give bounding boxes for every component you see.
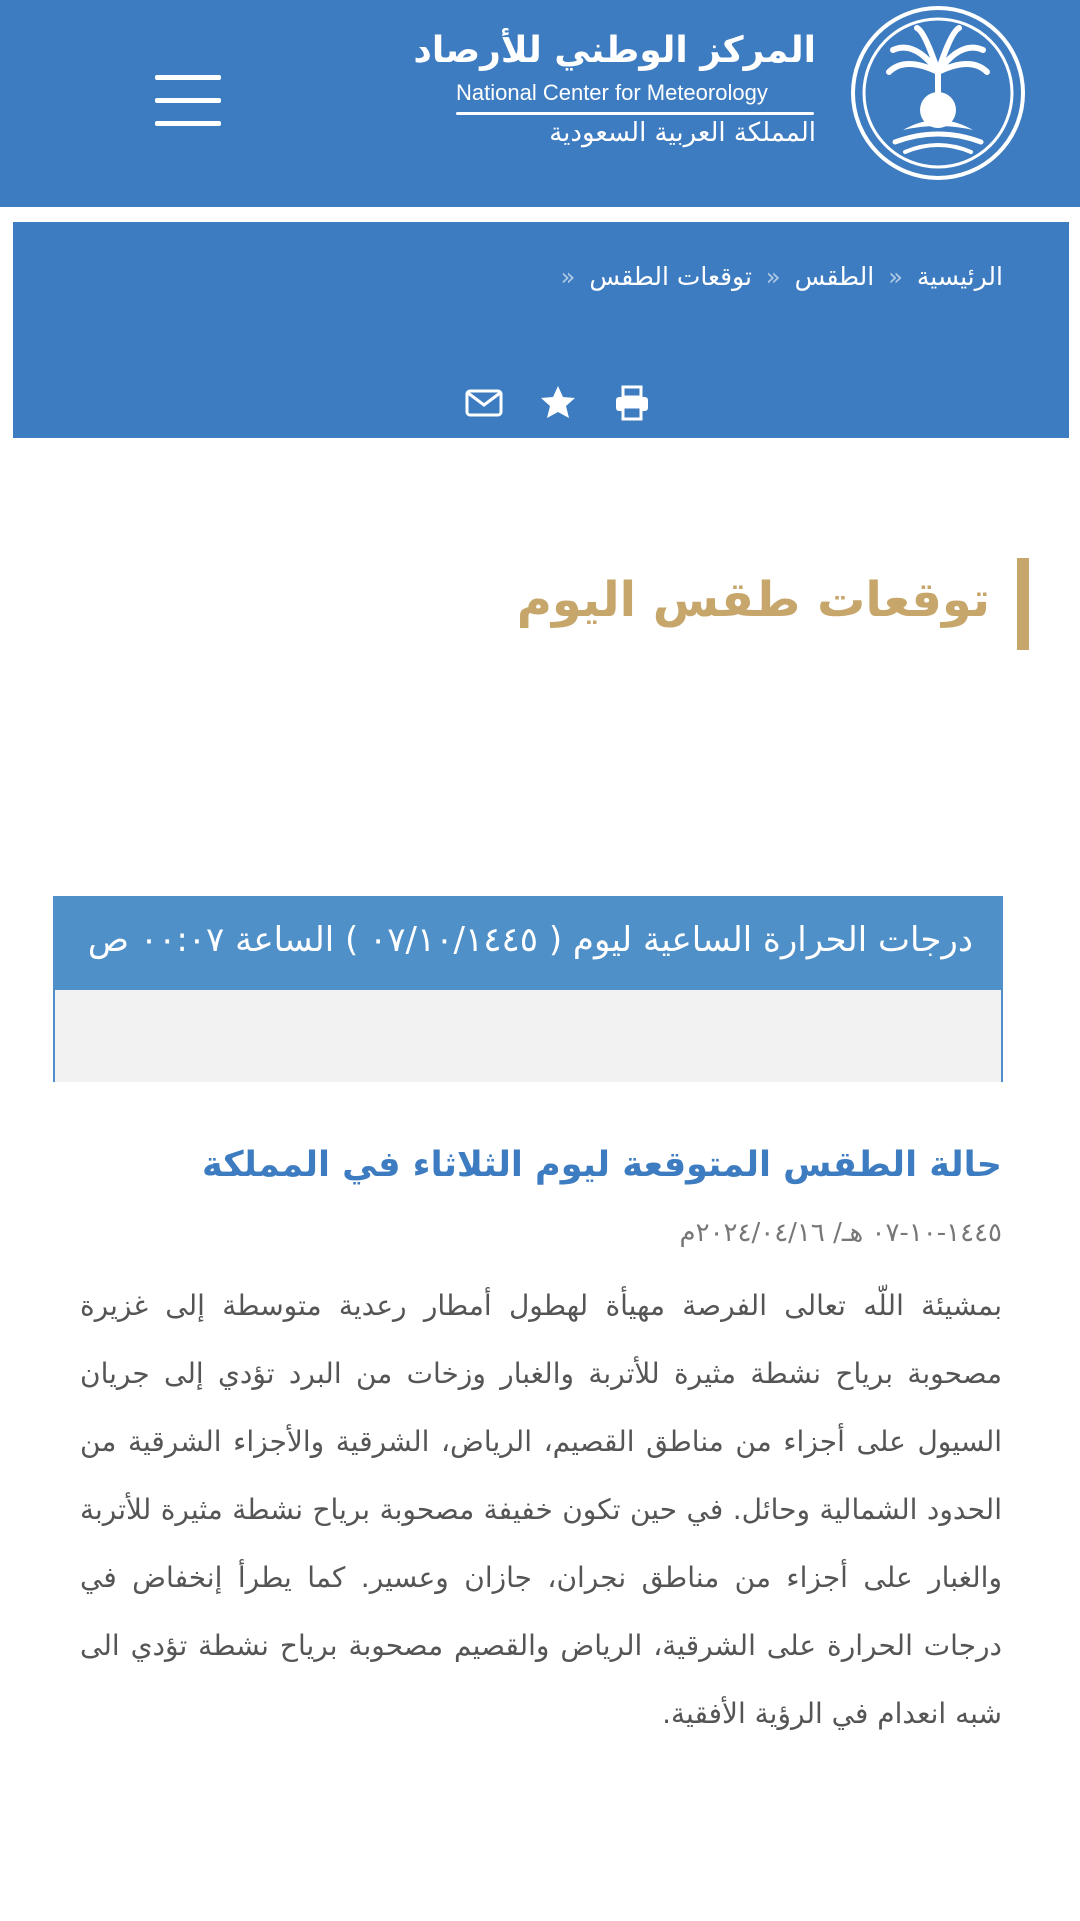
menu-line bbox=[155, 98, 221, 103]
title-accent-bar bbox=[1017, 558, 1029, 650]
brand-name-arabic: المركز الوطني للأرصاد bbox=[413, 30, 816, 71]
email-button[interactable] bbox=[463, 382, 505, 424]
breadcrumb-separator-icon: » bbox=[560, 262, 576, 291]
breadcrumb-separator-icon: » bbox=[765, 262, 781, 291]
article-title[interactable]: حالة الطقس المتوقعة ليوم الثلاثاء في المملكة bbox=[202, 1145, 1002, 1185]
breadcrumb-panel bbox=[13, 222, 1069, 438]
hourly-temperature-heading[interactable]: درجات الحرارة الساعية ليوم ( ٠٧/١٠/١٤٤٥ ) الساعة ٠٠:٠٧ ص bbox=[55, 898, 1001, 990]
star-icon bbox=[538, 383, 578, 423]
breadcrumb-separator-icon: » bbox=[888, 262, 903, 291]
favorite-button[interactable] bbox=[537, 382, 579, 424]
breadcrumb-weather[interactable]: الطقس bbox=[794, 262, 875, 291]
site-header bbox=[0, 0, 1080, 207]
ncm-logo[interactable] bbox=[851, 6, 1025, 180]
menu-line bbox=[155, 75, 221, 80]
print-button[interactable] bbox=[611, 382, 653, 424]
brand-divider bbox=[456, 112, 814, 115]
palm-sun-crest-icon bbox=[855, 10, 1021, 176]
hourly-temperature-panel bbox=[53, 896, 1003, 1082]
brand-country: المملكة العربية السعودية bbox=[549, 118, 816, 148]
page-title: توقعات طقس اليوم bbox=[516, 572, 990, 628]
article-body: بمشيئة اللّه تعالى الفرصة مهيأة لهطول أمطار رعدية متوسطة إلى غزيرة مصحوبة برياح نشطة مثيرة للأتربة والغبار وزخات من البرد تؤدي إلى جريان السيول على أجزاء من مناطق القصيم، الرياض، الشرقية والأجزاء الشرقية من الحدود الشمالية وحائل. في حين تكون خفيفة مصحوبة برياح نشطة مثيرة للأتربة والغبار على أجزاء من مناطق نجران، جازان وعسير. كما يطرأ إنخفاض في درجات الحرارة على الشرقية، الرياض والقصيم مصحوبة برياح نشطة تؤدي الى شبه انعدام في الرؤية الأفقية. bbox=[80, 1289, 1002, 1730]
breadcrumb bbox=[561, 262, 1003, 291]
print-icon bbox=[612, 383, 652, 423]
breadcrumb-home[interactable]: الرئيسية bbox=[916, 262, 1003, 291]
envelope-icon bbox=[464, 383, 504, 423]
hamburger-menu-icon[interactable] bbox=[155, 75, 221, 127]
hourly-temperature-content bbox=[55, 990, 1001, 1082]
menu-line bbox=[155, 121, 221, 126]
article-date: ١٤٤٥-١٠-٠٧ هـ/ ٢٠٢٤/٠٤/١٦م bbox=[679, 1218, 1002, 1248]
breadcrumb-forecasts[interactable]: توقعات الطقس bbox=[589, 262, 752, 291]
brand-name-english: National Center for Meteorology bbox=[456, 80, 768, 105]
page-tools bbox=[463, 382, 653, 424]
